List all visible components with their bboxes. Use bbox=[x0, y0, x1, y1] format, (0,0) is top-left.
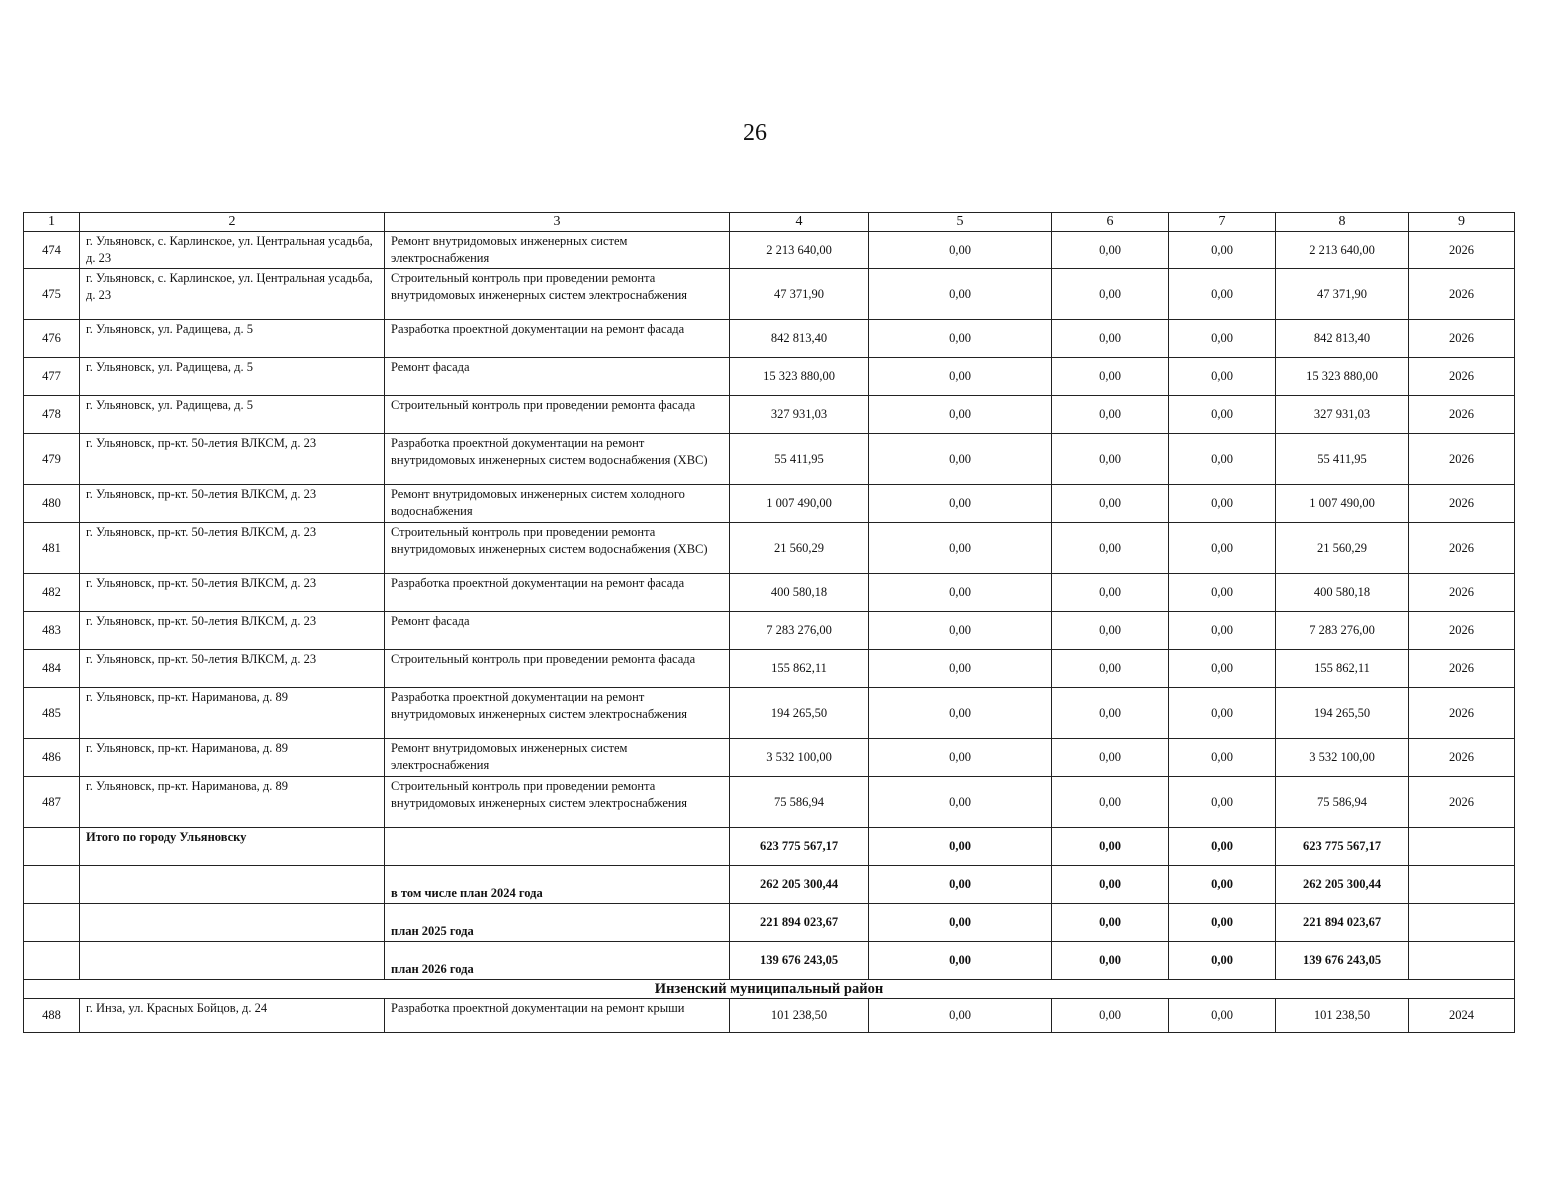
table-cell-col7: 0,00 bbox=[1169, 828, 1276, 866]
table-cell-col5: 0,00 bbox=[869, 232, 1052, 269]
table-cell-col4: 194 265,50 bbox=[730, 688, 869, 739]
table-cell-year: 2026 bbox=[1409, 574, 1515, 612]
table-cell-col8: 75 586,94 bbox=[1276, 777, 1409, 828]
table-cell-col7: 0,00 bbox=[1169, 999, 1276, 1033]
table-cell-col4: 47 371,90 bbox=[730, 269, 869, 320]
table-cell-col6: 0,00 bbox=[1052, 777, 1169, 828]
table-cell-col6: 0,00 bbox=[1052, 485, 1169, 523]
table-cell-col7: 0,00 bbox=[1169, 523, 1276, 574]
table-cell-year: 2026 bbox=[1409, 523, 1515, 574]
table-cell-number: 476 bbox=[24, 320, 80, 358]
table-cell-col5: 0,00 bbox=[869, 269, 1052, 320]
table-cell-year: 2026 bbox=[1409, 320, 1515, 358]
table-row bbox=[24, 396, 1515, 434]
table-cell-address: г. Ульяновск, пр-кт. Нариманова, д. 89 bbox=[80, 739, 385, 777]
table-cell-col4: 101 238,50 bbox=[730, 999, 869, 1033]
table-cell-col4: 55 411,95 bbox=[730, 434, 869, 485]
table-cell-number: 479 bbox=[24, 434, 80, 485]
table-cell-col7: 0,00 bbox=[1169, 904, 1276, 942]
table-cell-col4: 1 007 490,00 bbox=[730, 485, 869, 523]
table-cell-col6: 0,00 bbox=[1052, 828, 1169, 866]
table-cell-col8: 7 283 276,00 bbox=[1276, 612, 1409, 650]
totals-row bbox=[24, 828, 1515, 866]
table-cell-col5: 0,00 bbox=[869, 434, 1052, 485]
table-cell-col6: 0,00 bbox=[1052, 612, 1169, 650]
table-cell-number: 488 bbox=[24, 999, 80, 1033]
table-row bbox=[24, 739, 1515, 777]
table-cell-col5: 0,00 bbox=[869, 688, 1052, 739]
table-row bbox=[24, 269, 1515, 320]
table-cell-work-type: Ремонт внутридомовых инженерных систем электроснабжения bbox=[385, 739, 730, 777]
table-cell-col5: 0,00 bbox=[869, 777, 1052, 828]
table-cell-work-type: Строительный контроль при проведении ремонта внутридомовых инженерных систем электроснабжения bbox=[385, 777, 730, 828]
column-header: 2 bbox=[80, 213, 385, 232]
table-cell-number: 486 bbox=[24, 739, 80, 777]
page-number: 26 bbox=[743, 120, 767, 146]
table-cell-number: 474 bbox=[24, 232, 80, 269]
table-row bbox=[24, 358, 1515, 396]
table-cell-address: г. Ульяновск, пр-кт. Нариманова, д. 89 bbox=[80, 777, 385, 828]
table-cell-number: 475 bbox=[24, 269, 80, 320]
table-cell-year: 2026 bbox=[1409, 612, 1515, 650]
totals-row bbox=[24, 904, 1515, 942]
table-cell-col8: 3 532 100,00 bbox=[1276, 739, 1409, 777]
table-cell-col8: 2 213 640,00 bbox=[1276, 232, 1409, 269]
table-cell-address: г. Ульяновск, пр-кт. 50-летия ВЛКСМ, д. 23 bbox=[80, 485, 385, 523]
table-row bbox=[24, 574, 1515, 612]
table-cell-address bbox=[80, 904, 385, 942]
table-cell-number bbox=[24, 866, 80, 904]
table-cell-address: г. Ульяновск, пр-кт. 50-летия ВЛКСМ, д. 23 bbox=[80, 612, 385, 650]
table-cell-col5: 0,00 bbox=[869, 523, 1052, 574]
table-cell-work-type: Строительный контроль при проведении ремонта внутридомовых инженерных систем электроснабжения bbox=[385, 269, 730, 320]
table-cell-year: 2026 bbox=[1409, 358, 1515, 396]
table-cell-col6: 0,00 bbox=[1052, 396, 1169, 434]
table-cell-number: 483 bbox=[24, 612, 80, 650]
table-cell-year: 2026 bbox=[1409, 485, 1515, 523]
table-cell-work-type: план 2026 года bbox=[385, 942, 730, 980]
repair-plan-table bbox=[23, 212, 1515, 1033]
table-cell-address: г. Ульяновск, пр-кт. 50-летия ВЛКСМ, д. 23 bbox=[80, 650, 385, 688]
table-cell-col7: 0,00 bbox=[1169, 396, 1276, 434]
table-cell-col5: 0,00 bbox=[869, 866, 1052, 904]
table-cell-col4: 400 580,18 bbox=[730, 574, 869, 612]
table-cell-col6: 0,00 bbox=[1052, 523, 1169, 574]
table-cell-year: 2026 bbox=[1409, 688, 1515, 739]
table-cell-col7: 0,00 bbox=[1169, 434, 1276, 485]
table-cell-col8: 139 676 243,05 bbox=[1276, 942, 1409, 980]
table-row bbox=[24, 999, 1515, 1033]
table-cell-col6: 0,00 bbox=[1052, 269, 1169, 320]
table-cell-col4: 75 586,94 bbox=[730, 777, 869, 828]
table-cell-work-type: Разработка проектной документации на ремонт крыши bbox=[385, 999, 730, 1033]
table-cell-work-type: Разработка проектной документации на ремонт внутридомовых инженерных систем водоснабжения (ХВС) bbox=[385, 434, 730, 485]
table-cell-col8: 194 265,50 bbox=[1276, 688, 1409, 739]
table-cell-col5: 0,00 bbox=[869, 999, 1052, 1033]
table-cell-col6: 0,00 bbox=[1052, 320, 1169, 358]
table-cell-work-type: Разработка проектной документации на ремонт фасада bbox=[385, 574, 730, 612]
table-cell-col4: 15 323 880,00 bbox=[730, 358, 869, 396]
table-row bbox=[24, 688, 1515, 739]
table-cell-number bbox=[24, 904, 80, 942]
table-cell-col4: 155 862,11 bbox=[730, 650, 869, 688]
table-cell-col8: 155 862,11 bbox=[1276, 650, 1409, 688]
table-cell-year bbox=[1409, 828, 1515, 866]
table-cell-col7: 0,00 bbox=[1169, 269, 1276, 320]
table-cell-col5: 0,00 bbox=[869, 904, 1052, 942]
table-cell-year: 2026 bbox=[1409, 269, 1515, 320]
table-cell-year: 2026 bbox=[1409, 777, 1515, 828]
table-cell-col4: 842 813,40 bbox=[730, 320, 869, 358]
table-cell-col6: 0,00 bbox=[1052, 358, 1169, 396]
table-cell-col4: 139 676 243,05 bbox=[730, 942, 869, 980]
table-cell-col7: 0,00 bbox=[1169, 777, 1276, 828]
table-row bbox=[24, 320, 1515, 358]
table-cell-work-type: Строительный контроль при проведении ремонта фасада bbox=[385, 396, 730, 434]
totals-row bbox=[24, 866, 1515, 904]
table-row bbox=[24, 612, 1515, 650]
district-header-row bbox=[24, 980, 1515, 999]
table-cell-number bbox=[24, 942, 80, 980]
table-row bbox=[24, 650, 1515, 688]
column-header: 6 bbox=[1052, 213, 1169, 232]
table-cell-col5: 0,00 bbox=[869, 942, 1052, 980]
table-cell-col7: 0,00 bbox=[1169, 574, 1276, 612]
table-cell-work-type: Ремонт фасада bbox=[385, 612, 730, 650]
table-cell-address bbox=[80, 866, 385, 904]
table-cell-col4: 2 213 640,00 bbox=[730, 232, 869, 269]
table-cell-col8: 842 813,40 bbox=[1276, 320, 1409, 358]
table-cell-work-type: Ремонт внутридомовых инженерных систем электроснабжения bbox=[385, 232, 730, 269]
table-cell-year: 2026 bbox=[1409, 739, 1515, 777]
table-cell-number bbox=[24, 828, 80, 866]
table-cell-col8: 1 007 490,00 bbox=[1276, 485, 1409, 523]
table-cell-col7: 0,00 bbox=[1169, 942, 1276, 980]
table-cell-work-type: Ремонт внутридомовых инженерных систем холодного водоснабжения bbox=[385, 485, 730, 523]
table-row bbox=[24, 434, 1515, 485]
table-cell-year: 2026 bbox=[1409, 232, 1515, 269]
table-cell-col6: 0,00 bbox=[1052, 650, 1169, 688]
table-cell-work-type: в том числе план 2024 года bbox=[385, 866, 730, 904]
table-cell-year: 2026 bbox=[1409, 650, 1515, 688]
table-cell-work-type: Разработка проектной документации на ремонт фасада bbox=[385, 320, 730, 358]
table-cell-col5: 0,00 bbox=[869, 612, 1052, 650]
table-cell-work-type: план 2025 года bbox=[385, 904, 730, 942]
table-cell-number: 484 bbox=[24, 650, 80, 688]
table-cell-col7: 0,00 bbox=[1169, 485, 1276, 523]
table-cell-address: г. Ульяновск, пр-кт. 50-летия ВЛКСМ, д. 23 bbox=[80, 523, 385, 574]
table-cell-number: 477 bbox=[24, 358, 80, 396]
table-cell-col6: 0,00 bbox=[1052, 739, 1169, 777]
table-cell-col5: 0,00 bbox=[869, 320, 1052, 358]
table-cell-year: 2026 bbox=[1409, 434, 1515, 485]
totals-row bbox=[24, 942, 1515, 980]
table-cell-col5: 0,00 bbox=[869, 739, 1052, 777]
table-cell-col7: 0,00 bbox=[1169, 232, 1276, 269]
column-header: 7 bbox=[1169, 213, 1276, 232]
table-cell-col6: 0,00 bbox=[1052, 942, 1169, 980]
table-cell-year: 2026 bbox=[1409, 396, 1515, 434]
table-cell-col8: 327 931,03 bbox=[1276, 396, 1409, 434]
column-header: 1 bbox=[24, 213, 80, 232]
table-cell-address: г. Ульяновск, пр-кт. Нариманова, д. 89 bbox=[80, 688, 385, 739]
column-header: 9 bbox=[1409, 213, 1515, 232]
table-cell-col8: 101 238,50 bbox=[1276, 999, 1409, 1033]
table-cell-col8: 400 580,18 bbox=[1276, 574, 1409, 612]
table-cell-col7: 0,00 bbox=[1169, 739, 1276, 777]
table-cell-number: 482 bbox=[24, 574, 80, 612]
table-cell-number: 485 bbox=[24, 688, 80, 739]
table-cell-col6: 0,00 bbox=[1052, 904, 1169, 942]
table-cell-col6: 0,00 bbox=[1052, 434, 1169, 485]
table-cell-col5: 0,00 bbox=[869, 358, 1052, 396]
table-cell-address: г. Ульяновск, пр-кт. 50-летия ВЛКСМ, д. 23 bbox=[80, 434, 385, 485]
column-header: 3 bbox=[385, 213, 730, 232]
table-cell-col4: 327 931,03 bbox=[730, 396, 869, 434]
table-cell-work-type: Разработка проектной документации на ремонт внутридомовых инженерных систем электроснабжения bbox=[385, 688, 730, 739]
table-cell-col5: 0,00 bbox=[869, 828, 1052, 866]
table-cell-col8: 15 323 880,00 bbox=[1276, 358, 1409, 396]
column-header: 8 bbox=[1276, 213, 1409, 232]
table-cell-work-type: Ремонт фасада bbox=[385, 358, 730, 396]
table-cell-col7: 0,00 bbox=[1169, 688, 1276, 739]
table-row bbox=[24, 777, 1515, 828]
table-cell-address: Итого по городу Ульяновску bbox=[80, 828, 385, 866]
table-cell-col4: 262 205 300,44 bbox=[730, 866, 869, 904]
table-cell-work-type: Строительный контроль при проведении ремонта внутридомовых инженерных систем водоснабжения (ХВС) bbox=[385, 523, 730, 574]
table-cell-col6: 0,00 bbox=[1052, 688, 1169, 739]
table-cell-col4: 7 283 276,00 bbox=[730, 612, 869, 650]
table-cell-address: г. Ульяновск, с. Карлинское, ул. Центральная усадьба, д. 23 bbox=[80, 232, 385, 269]
table-cell-year bbox=[1409, 942, 1515, 980]
table-cell-col8: 47 371,90 bbox=[1276, 269, 1409, 320]
table-row bbox=[24, 232, 1515, 269]
table-cell-address: г. Ульяновск, ул. Радищева, д. 5 bbox=[80, 358, 385, 396]
table-cell-col8: 221 894 023,67 bbox=[1276, 904, 1409, 942]
table-cell-col5: 0,00 bbox=[869, 650, 1052, 688]
table-cell-address bbox=[80, 942, 385, 980]
table-cell-address: г. Инза, ул. Красных Бойцов, д. 24 bbox=[80, 999, 385, 1033]
table-cell-col6: 0,00 bbox=[1052, 866, 1169, 904]
table-cell-col8: 623 775 567,17 bbox=[1276, 828, 1409, 866]
table-cell-col4: 3 532 100,00 bbox=[730, 739, 869, 777]
column-header-row bbox=[24, 213, 1515, 232]
table-cell-col4: 623 775 567,17 bbox=[730, 828, 869, 866]
table-cell-col5: 0,00 bbox=[869, 396, 1052, 434]
table-cell-col7: 0,00 bbox=[1169, 650, 1276, 688]
table-cell-col7: 0,00 bbox=[1169, 612, 1276, 650]
table-cell-year: 2024 bbox=[1409, 999, 1515, 1033]
table-cell-col8: 262 205 300,44 bbox=[1276, 866, 1409, 904]
table-cell-year bbox=[1409, 904, 1515, 942]
table-cell-col5: 0,00 bbox=[869, 574, 1052, 612]
table-cell-year bbox=[1409, 866, 1515, 904]
table-cell-col5: 0,00 bbox=[869, 485, 1052, 523]
table-cell-col8: 21 560,29 bbox=[1276, 523, 1409, 574]
table-cell-number: 478 bbox=[24, 396, 80, 434]
table-cell-col8: 55 411,95 bbox=[1276, 434, 1409, 485]
table-cell-work-type bbox=[385, 828, 730, 866]
table-row bbox=[24, 523, 1515, 574]
table-cell-number: 487 bbox=[24, 777, 80, 828]
table-cell-col6: 0,00 bbox=[1052, 232, 1169, 269]
table-cell-number: 480 bbox=[24, 485, 80, 523]
table-cell-col7: 0,00 bbox=[1169, 358, 1276, 396]
table-cell-number: 481 bbox=[24, 523, 80, 574]
table-cell-address: г. Ульяновск, пр-кт. 50-летия ВЛКСМ, д. 23 bbox=[80, 574, 385, 612]
table-cell-address: г. Ульяновск, с. Карлинское, ул. Центральная усадьба, д. 23 bbox=[80, 269, 385, 320]
table-cell-work-type: Строительный контроль при проведении ремонта фасада bbox=[385, 650, 730, 688]
table-cell-col6: 0,00 bbox=[1052, 574, 1169, 612]
table-cell-address: г. Ульяновск, ул. Радищева, д. 5 bbox=[80, 320, 385, 358]
table-cell-col7: 0,00 bbox=[1169, 320, 1276, 358]
table-cell-address: г. Ульяновск, ул. Радищева, д. 5 bbox=[80, 396, 385, 434]
table-cell-col4: 21 560,29 bbox=[730, 523, 869, 574]
column-header: 4 bbox=[730, 213, 869, 232]
table-cell-col7: 0,00 bbox=[1169, 866, 1276, 904]
table-cell-col6: 0,00 bbox=[1052, 999, 1169, 1033]
district-title: Инзенский муниципальный район bbox=[24, 980, 1515, 999]
column-header: 5 bbox=[869, 213, 1052, 232]
table-cell-col4: 221 894 023,67 bbox=[730, 904, 869, 942]
table-row bbox=[24, 485, 1515, 523]
